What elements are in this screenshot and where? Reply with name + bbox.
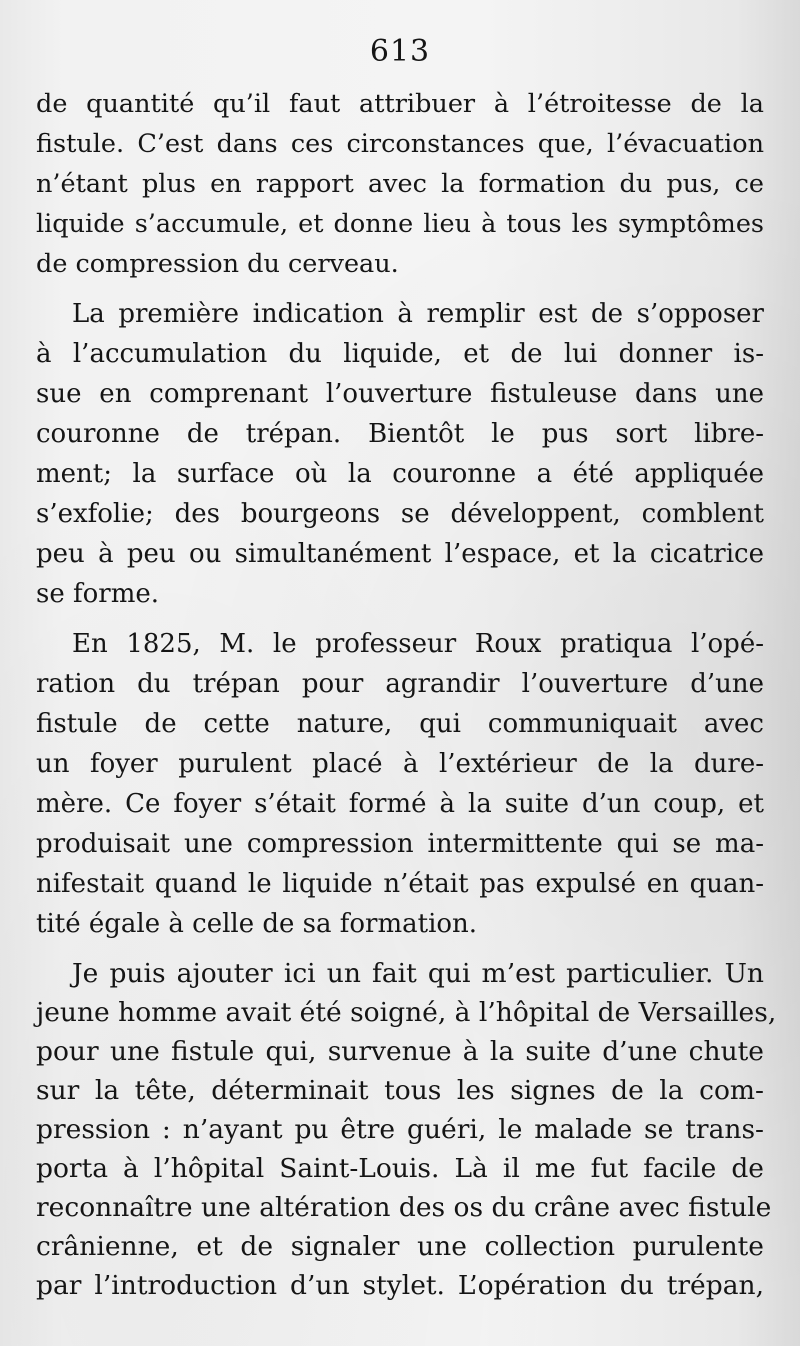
text-line: par l’introduction d’un stylet. L’opération du trépan, bbox=[36, 1270, 764, 1301]
text-line: fistule de cette nature, qui communiquait avec bbox=[36, 709, 764, 739]
paragraph-2 bbox=[36, 294, 764, 614]
text-line: Je puis ajouter ici un fait qui m’est particulier. Un bbox=[72, 958, 764, 989]
text-line: ration du trépan pour agrandir l’ouverture d’une bbox=[36, 669, 764, 699]
text-line: s’exfolie; des bourgeons se développent, comblent bbox=[36, 499, 764, 529]
text-line: couronne de trépan. Bientôt le pus sort libre- bbox=[36, 419, 764, 449]
text-line: liquide s’accumule, et donne lieu à tous les symptômes bbox=[36, 209, 764, 239]
text-line: jeune homme avait été soigné, à l’hôpital de Versailles, bbox=[36, 997, 777, 1028]
text-line: porta à l’hôpital Saint-Louis. Là il me fut facile de bbox=[36, 1153, 764, 1184]
text-line: ment; la surface où la couronne a été appliquée bbox=[36, 459, 764, 489]
text-line: pression : n’ayant pu être guéri, le malade se trans- bbox=[36, 1114, 764, 1145]
paragraph-1 bbox=[36, 84, 764, 284]
text-line: de compression du cerveau. bbox=[36, 249, 399, 279]
paragraph-3 bbox=[36, 624, 764, 944]
text-line: un foyer purulent placé à l’extérieur de la dure- bbox=[36, 749, 764, 779]
text-line: sur la tête, déterminait tous les signes de la com- bbox=[36, 1075, 764, 1106]
paragraph-4 bbox=[36, 954, 777, 1305]
text-line: En 1825, M. le professeur Roux pratiqua l’opé- bbox=[72, 629, 764, 659]
page-body bbox=[36, 84, 777, 1305]
text-line: peu à peu ou simultanément l’espace, et la cicatrice bbox=[36, 539, 764, 569]
page-number: 613 bbox=[369, 34, 431, 69]
text-line: La première indication à remplir est de s’opposer bbox=[72, 299, 764, 329]
text-line: à l’accumulation du liquide, et de lui donner is- bbox=[36, 339, 764, 369]
text-line: produisait une compression intermittente qui se ma- bbox=[36, 829, 764, 859]
text-line: sue en comprenant l’ouverture fistuleuse dans une bbox=[36, 379, 764, 409]
text-line: mère. Ce foyer s’était formé à la suite d’un coup, et bbox=[36, 789, 764, 819]
text-line: fistule. C’est dans ces circonstances que, l’évacuation bbox=[36, 129, 764, 159]
text-line: reconnaître une altération des os du crâne avec fistule bbox=[36, 1192, 772, 1223]
text-line: n’étant plus en rapport avec la formation du pus, ce bbox=[36, 169, 764, 199]
text-line: pour une fistule qui, survenue à la suite d’une chute bbox=[36, 1036, 764, 1067]
text-line: se forme. bbox=[36, 579, 160, 609]
text-line: crânienne, et de signaler une collection purulente bbox=[36, 1231, 764, 1262]
text-line: nifestait quand le liquide n’était pas expulsé en quan- bbox=[36, 869, 764, 899]
text-line: de quantité qu’il faut attribuer à l’étroitesse de la bbox=[36, 89, 764, 119]
text-line: tité égale à celle de sa formation. bbox=[36, 909, 478, 939]
